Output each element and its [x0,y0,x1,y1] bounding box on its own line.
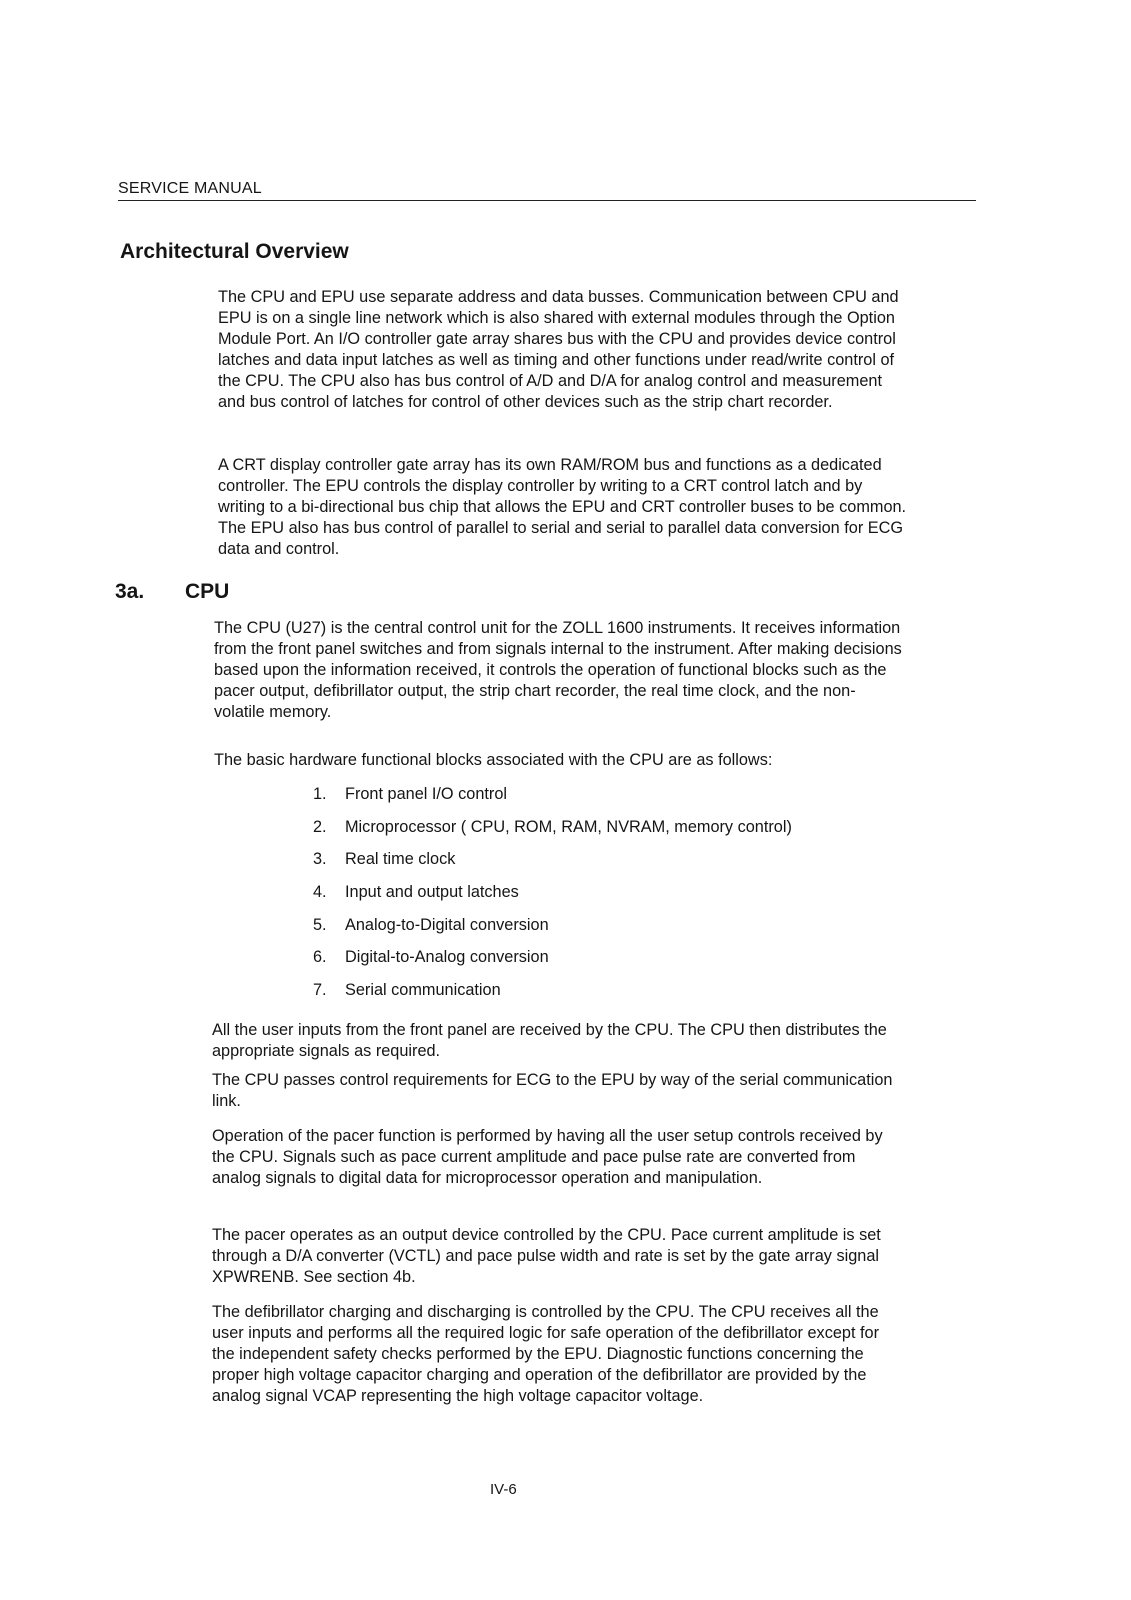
subsection-title: CPU [185,580,230,603]
overview-paragraph-1: The CPU and EPU use separate address and data busses. Communication between CPU and EPU is on a single line network which is also shared with external modules through the Option Module Port. An I/O controller gate array shares bus with the CPU and provides device control latches and data input latches as well as timing and other functions under read/write control of the CPU. The CPU also has bus control of A/D and D/A for analog control and measurement and bus control of latches for control of other devices such as the strip chart recorder. [218,288,899,411]
cpu-intro-paragraph: The CPU (U27) is the central control unit for the ZOLL 1600 instruments. It receives information from the front panel switches and from signals internal to the instrument. After making decisions based upon the information received, it controls the operation of functional blocks such as the pacer output, defibrillator output, the strip chart recorder, the real time clock, and the non-volatile memory. [214,619,902,721]
list-intro: The basic hardware functional blocks associated with the CPU are as follows: [214,751,773,769]
list-item: 6. Digital-to-Analog conversion [313,948,549,967]
overview-paragraph-2: A CRT display controller gate array has its own RAM/ROM bus and functions as a dedicated controller. The EPU controls the display controller by writing to a CRT control latch and by writing to a bi-directional bus chip that allows the EPU and CRT controller buses to be common. The EPU also has bus control of parallel to serial and serial to parallel data conversion for ECG data and control. [218,456,907,558]
list-item: 1. Front panel I/O control [313,785,507,803]
list-item: 2. Microprocessor ( CPU, ROM, RAM, NVRAM, memory control) [313,817,792,836]
running-header: SERVICE MANUAL [118,180,976,201]
page-number: IV-6 [490,1481,517,1498]
cpu-paragraph-1: All the user inputs from the front panel are received by the CPU. The CPU then distributes the appropriate signals as required. [212,1021,887,1060]
subsection-heading [115,580,229,604]
cpu-paragraph-3: Operation of the pacer function is performed by having all the user setup controls received by the CPU. Signals such as pace current amplitude and pace pulse rate are converted from analog signals to digital data for microprocessor operation and manipulation. [212,1127,883,1187]
cpu-paragraph-4: The pacer operates as an output device controlled by the CPU. Pace current amplitude is set through a D/A converter (VCTL) and pace pulse width and rate is set by the gate array signal XPWRENB. See section 4b. [212,1226,881,1286]
section-title: Architectural Overview [120,240,349,263]
list-item: 3. Real time clock [313,850,456,869]
functional-blocks-list [313,785,792,1014]
subsection-number: 3a. [115,580,145,603]
cpu-paragraph-5: The defibrillator charging and discharging is controlled by the CPU. The CPU receives all the user inputs and performs all the required logic for safe operation of the defibrillator except for the independent safety checks performed by the EPU. Diagnostic functions concerning the proper high voltage capacitor charging and operation of the defibrillator are provided by the analog signal VCAP representing the high voltage capacitor voltage. [212,1303,879,1405]
list-item: 4. Input and output latches [313,883,519,902]
cpu-paragraph-2: The CPU passes control requirements for ECG to the EPU by way of the serial communication link. [212,1071,893,1110]
list-item: 7. Serial communication [313,981,501,1000]
list-item: 5. Analog-to-Digital conversion [313,915,549,934]
